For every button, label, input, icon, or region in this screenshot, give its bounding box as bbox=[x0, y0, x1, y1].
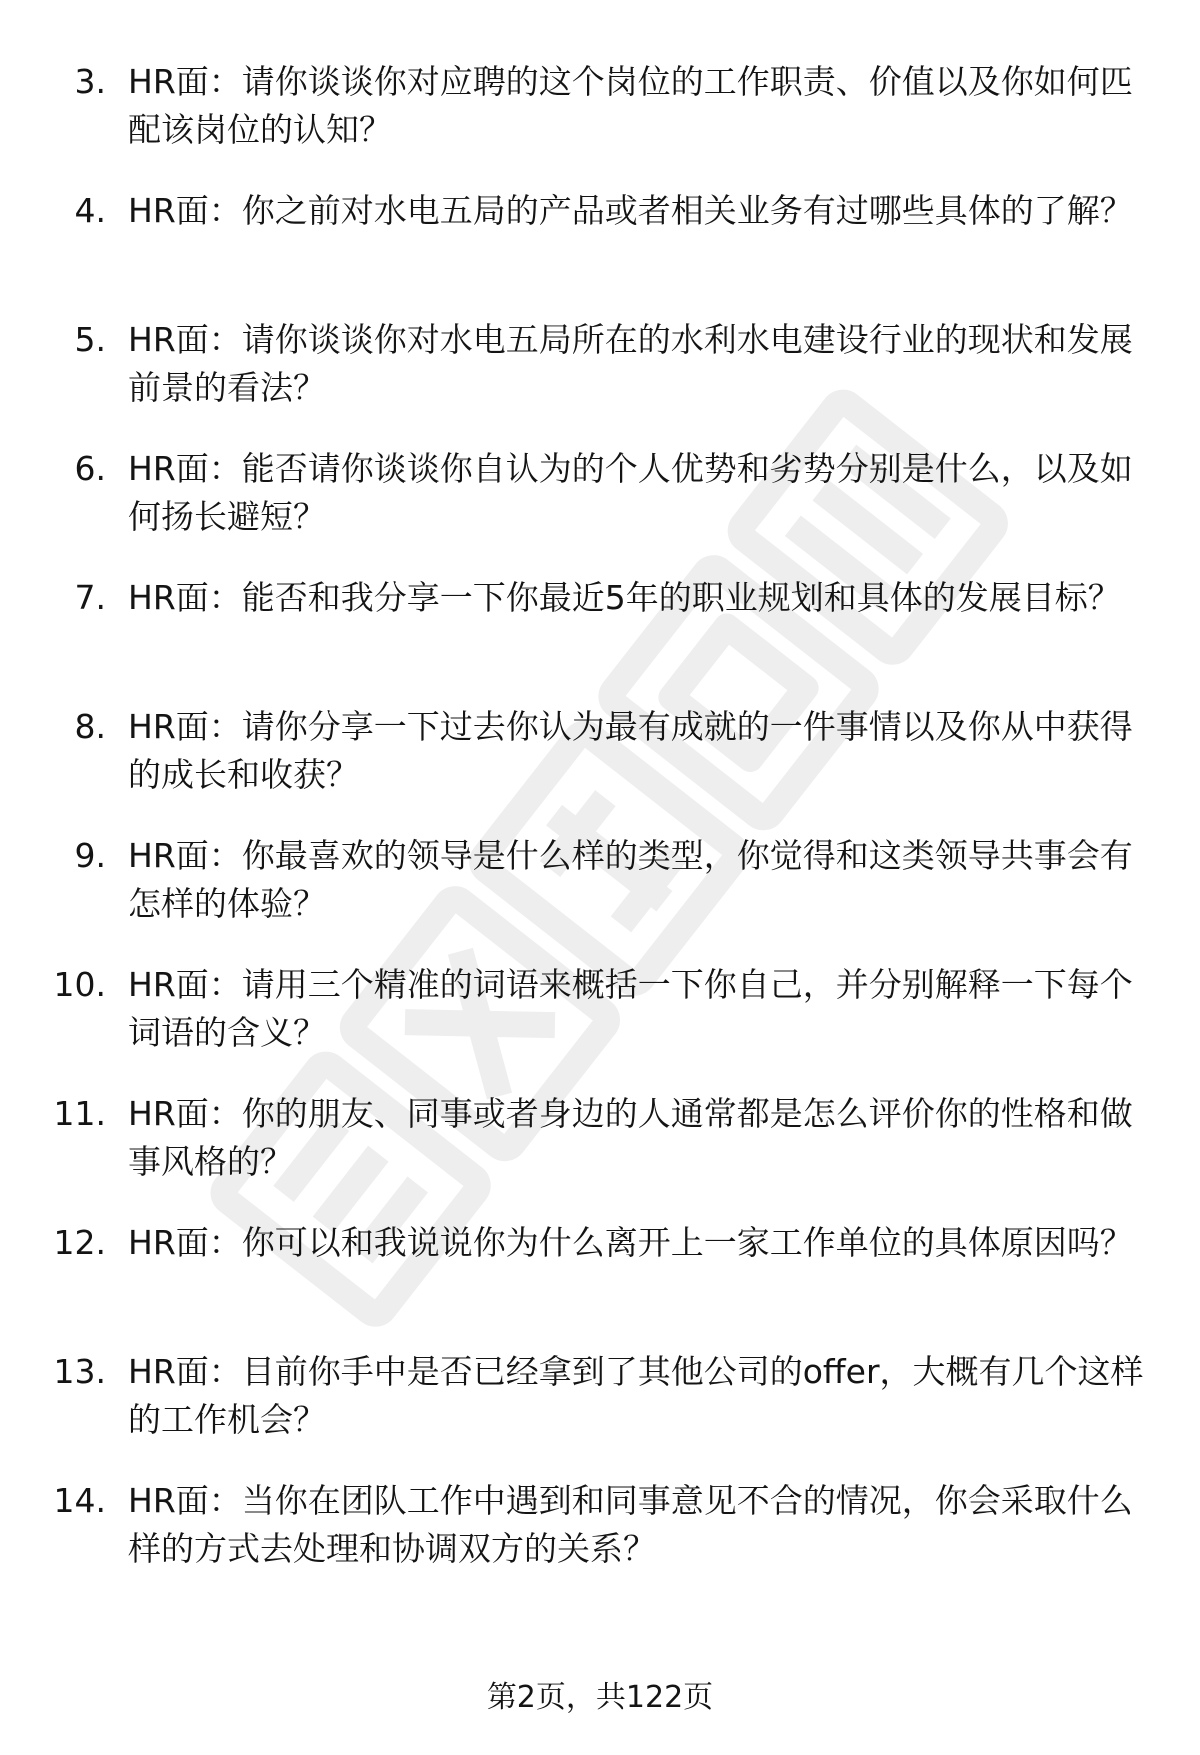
question-item bbox=[0, 1477, 1200, 1606]
question-item bbox=[0, 574, 1200, 703]
question-text: HR面：你最喜欢的领导是什么样的类型，你觉得和这类领导共事会有怎样的体验？ bbox=[128, 836, 1133, 923]
question-number: 10. bbox=[53, 965, 106, 1004]
question-item bbox=[0, 832, 1200, 961]
question-number: 9. bbox=[74, 836, 106, 875]
question-number: 13. bbox=[53, 1352, 106, 1391]
question-number: 5. bbox=[74, 320, 106, 359]
question-number: 8. bbox=[74, 707, 106, 746]
question-text: HR面：请你谈谈你对应聘的这个岗位的工作职责、价值以及你如何匹配该岗位的认知？ bbox=[128, 62, 1133, 149]
question-number: 11. bbox=[53, 1094, 106, 1133]
question-text: HR面：能否请你谈谈你自认为的个人优势和劣势分别是什么，以及如何扬长避短？ bbox=[128, 449, 1133, 536]
question-text: HR面：当你在团队工作中遇到和同事意见不合的情况，你会采取什么样的方式去处理和协调双方的关系？ bbox=[128, 1481, 1133, 1568]
question-number: 4. bbox=[74, 191, 106, 230]
question-text: HR面：你的朋友、同事或者身边的人通常都是怎么评价你的性格和做事风格的？ bbox=[128, 1094, 1133, 1181]
question-text: HR面：你之前对水电五局的产品或者相关业务有过哪些具体的了解？ bbox=[128, 191, 1133, 230]
question-item bbox=[0, 961, 1200, 1090]
question-text: HR面：目前你手中是否已经拿到了其他公司的offer，大概有几个这样的工作机会？ bbox=[128, 1352, 1144, 1439]
page-footer: 第2页，共122页 bbox=[486, 1680, 714, 1715]
question-number: 12. bbox=[53, 1223, 106, 1262]
question-item bbox=[0, 1219, 1200, 1348]
question-list bbox=[0, 58, 1200, 1606]
question-item bbox=[0, 58, 1200, 187]
question-text: HR面：能否和我分享一下你最近5年的职业规划和具体的发展目标？ bbox=[128, 578, 1121, 617]
question-item bbox=[0, 445, 1200, 574]
question-item bbox=[0, 316, 1200, 445]
question-item bbox=[0, 187, 1200, 316]
question-text: HR面：请用三个精准的词语来概括一下你自己，并分别解释一下每个词语的含义？ bbox=[128, 965, 1133, 1052]
question-text: HR面：你可以和我说说你为什么离开上一家工作单位的具体原因吗？ bbox=[128, 1223, 1133, 1262]
question-number: 6. bbox=[74, 449, 106, 488]
question-number: 14. bbox=[53, 1481, 106, 1520]
question-number: 7. bbox=[74, 578, 106, 617]
question-item bbox=[0, 1348, 1200, 1477]
question-item bbox=[0, 703, 1200, 832]
question-item bbox=[0, 1090, 1200, 1219]
question-number: 3. bbox=[74, 62, 106, 101]
question-text: HR面：请你谈谈你对水电五局所在的水利水电建设行业的现状和发展前景的看法？ bbox=[128, 320, 1133, 407]
question-text: HR面：请你分享一下过去你认为最有成就的一件事情以及你从中获得的成长和收获？ bbox=[128, 707, 1133, 794]
